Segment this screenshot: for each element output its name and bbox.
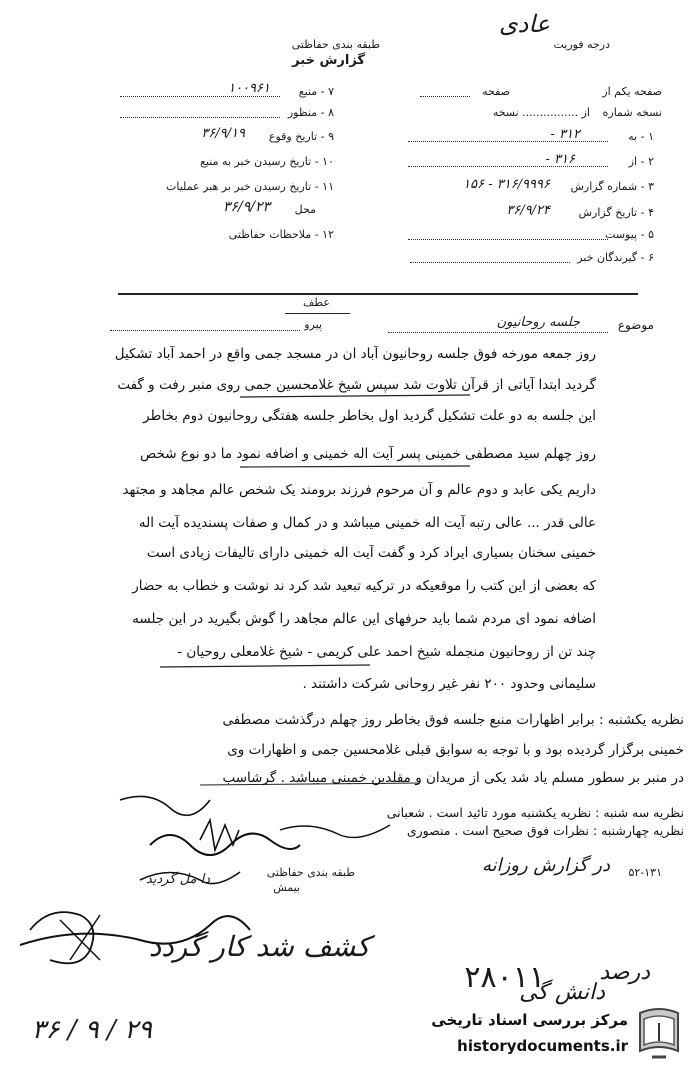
- footer-handwritten-note: در گزارش روزانه: [481, 855, 610, 876]
- big-number: ۲۸۰۱۱: [464, 960, 545, 995]
- urgency-label: درجه فوریت: [553, 38, 610, 51]
- opinion-line: نظریه یکشنبه : برابر اظهارات منبع جلسه فوق بخاطر روز چهلم درگذشت مصطفی: [222, 712, 684, 728]
- field-value: ۳۶/۹/۲۴: [506, 203, 550, 218]
- subject-value: جلسه روحانیون: [496, 315, 580, 330]
- field-label: ۱۲ - ملاحظات حفاظتی: [228, 228, 334, 241]
- field-label: ۱ - به: [628, 130, 654, 143]
- opinion-line: خمینی برگزار گردیده بود و با توجه به سوابق قبلی غلامحسین جمی و اظهارات وی: [227, 742, 684, 758]
- field-value: ۳۶/۹/۱۹: [201, 126, 245, 141]
- body-line: خمینی سخنان بسیاری ایراد کرد و گفت آیت اله خمینی دارای تالیفات زیادی است: [146, 545, 596, 561]
- field-label: صفحه یکم از: [602, 85, 662, 98]
- bottom-note: دانش گی: [519, 980, 605, 1005]
- watermark-logo-icon: [632, 1007, 686, 1065]
- field-label: محل: [294, 203, 316, 216]
- opinion-line: نظریه سه شنبه : نظریه یکشنبه مورد تائید است . شعبانی: [386, 805, 684, 820]
- body-line: عالی قدر ... عالی رتبه آیت اله خمینی میباشد و در کمال و صفات پسندیده آیت اله: [138, 515, 596, 531]
- field-value: ۳۶/۹/۲۳: [222, 199, 270, 215]
- field-value: از ................ نسخه: [492, 106, 590, 119]
- field-label: ۹ - تاریخ وقوع: [268, 130, 334, 143]
- body-line: اضافه نمود ای مردم شما باید حرفهای این عالم مجاهد را گوش بگیرید در این جلسه: [132, 611, 596, 627]
- field-value: ۳۱۶/۹۹۹۶ - ۱۵۶: [463, 177, 550, 192]
- body-line: گردید ابتدا آیاتی از قرآن تلاوت شد سپس شیخ غلامحسین جمی روی منبر رفت و گفت: [117, 377, 596, 393]
- field-label: ۲ - از: [628, 155, 654, 168]
- report-title: گزارش خبر: [292, 53, 365, 68]
- field-value: ۳۱۲ -: [550, 127, 580, 142]
- body-line: روز جمعه مورخه فوق جلسه روحانیون آباد ان در مسجد جمی واقع در احمد آباد تشکیل: [114, 346, 596, 362]
- field-label: ۸ - منظور: [287, 106, 334, 119]
- body-line: سلیمانی وحدود ۲۰۰ نفر غیر روحانی شرکت داشتند .: [302, 676, 596, 692]
- bottom-date: ۲۹ / ۹ / ۳۶: [31, 1015, 152, 1045]
- field-label: ۳ - شماره گزارش: [570, 180, 654, 193]
- field-value: ۱۰۰۹۶۱: [228, 81, 270, 96]
- peyro-label: پیرو: [304, 318, 322, 331]
- footer-form-code: ۵۲-۱۳۱: [628, 866, 662, 879]
- opinion-line: نظریه چهارشنبه : نظرات فوق صحیح است . منصوری: [406, 823, 684, 838]
- body-line: داریم یکی عابد و دوم عالم و آن مرحوم فرزند برومند یک شخص عالم مجاهد و مجتهد: [122, 482, 596, 498]
- field-value: صفحه: [482, 85, 510, 98]
- atf-label: عطف: [303, 296, 330, 309]
- watermark-url: historydocuments.ir: [457, 1037, 628, 1055]
- footer-received: دا مل گردید: [145, 872, 210, 887]
- subject-label: موضوع: [617, 318, 654, 332]
- body-line: که بعضی از این کتب را موقعیکه در ترکیه تبعید شد کرد ند نوشت و خطاب به حضار: [132, 578, 596, 594]
- field-label: ۱۱ - تاریخ رسیدن خبر بر هبر عملیات: [166, 180, 334, 193]
- field-value: ۳۱۶ -: [545, 152, 575, 167]
- field-label: نسخه شماره: [602, 106, 662, 119]
- field-label: ۴ - تاریخ گزارش: [578, 206, 654, 219]
- field-label: ۱۰ - تاریخ رسیدن خبر به منبع: [200, 155, 334, 168]
- field-label: ۷ - منبع: [298, 85, 334, 98]
- urgency-value: عادی: [498, 10, 550, 38]
- watermark: [400, 1003, 690, 1069]
- body-line: روز چهلم سید مصطفی خمینی پسر آیت اله خمینی و اضافه نمود ما دو نوع شخص: [139, 446, 596, 462]
- body-line: این جلسه به دو علت تشکیل گردید اول بخاطر جلسه هفتگی روحانیون دوم بخاطر: [143, 408, 596, 424]
- field-label: ۵ - پیوست: [605, 228, 654, 241]
- dar-label: درصد: [599, 960, 650, 985]
- field-label: ۶ - گیرندگان خبر: [577, 251, 654, 264]
- footer-number-label: بیمش: [273, 881, 300, 894]
- footer-classification: طبقه بندی حفاظتی: [266, 866, 355, 879]
- opinion-line: در منبر بر سطور مسلم یاد شد یکی از مریدان و مقلدین خمینی میباشد . گرشاسب: [222, 770, 684, 786]
- watermark-title: مرکز بررسی اسناد تاریخی: [431, 1011, 628, 1029]
- body-line: چند تن از روحانیون منجمله شیخ احمد علی کریمی - شیخ غلامعلی روحیان -: [177, 644, 596, 660]
- classification-label: طبقه بندی حفاظتی: [291, 38, 380, 51]
- signature-text: کشف شد کار گردد: [148, 930, 370, 963]
